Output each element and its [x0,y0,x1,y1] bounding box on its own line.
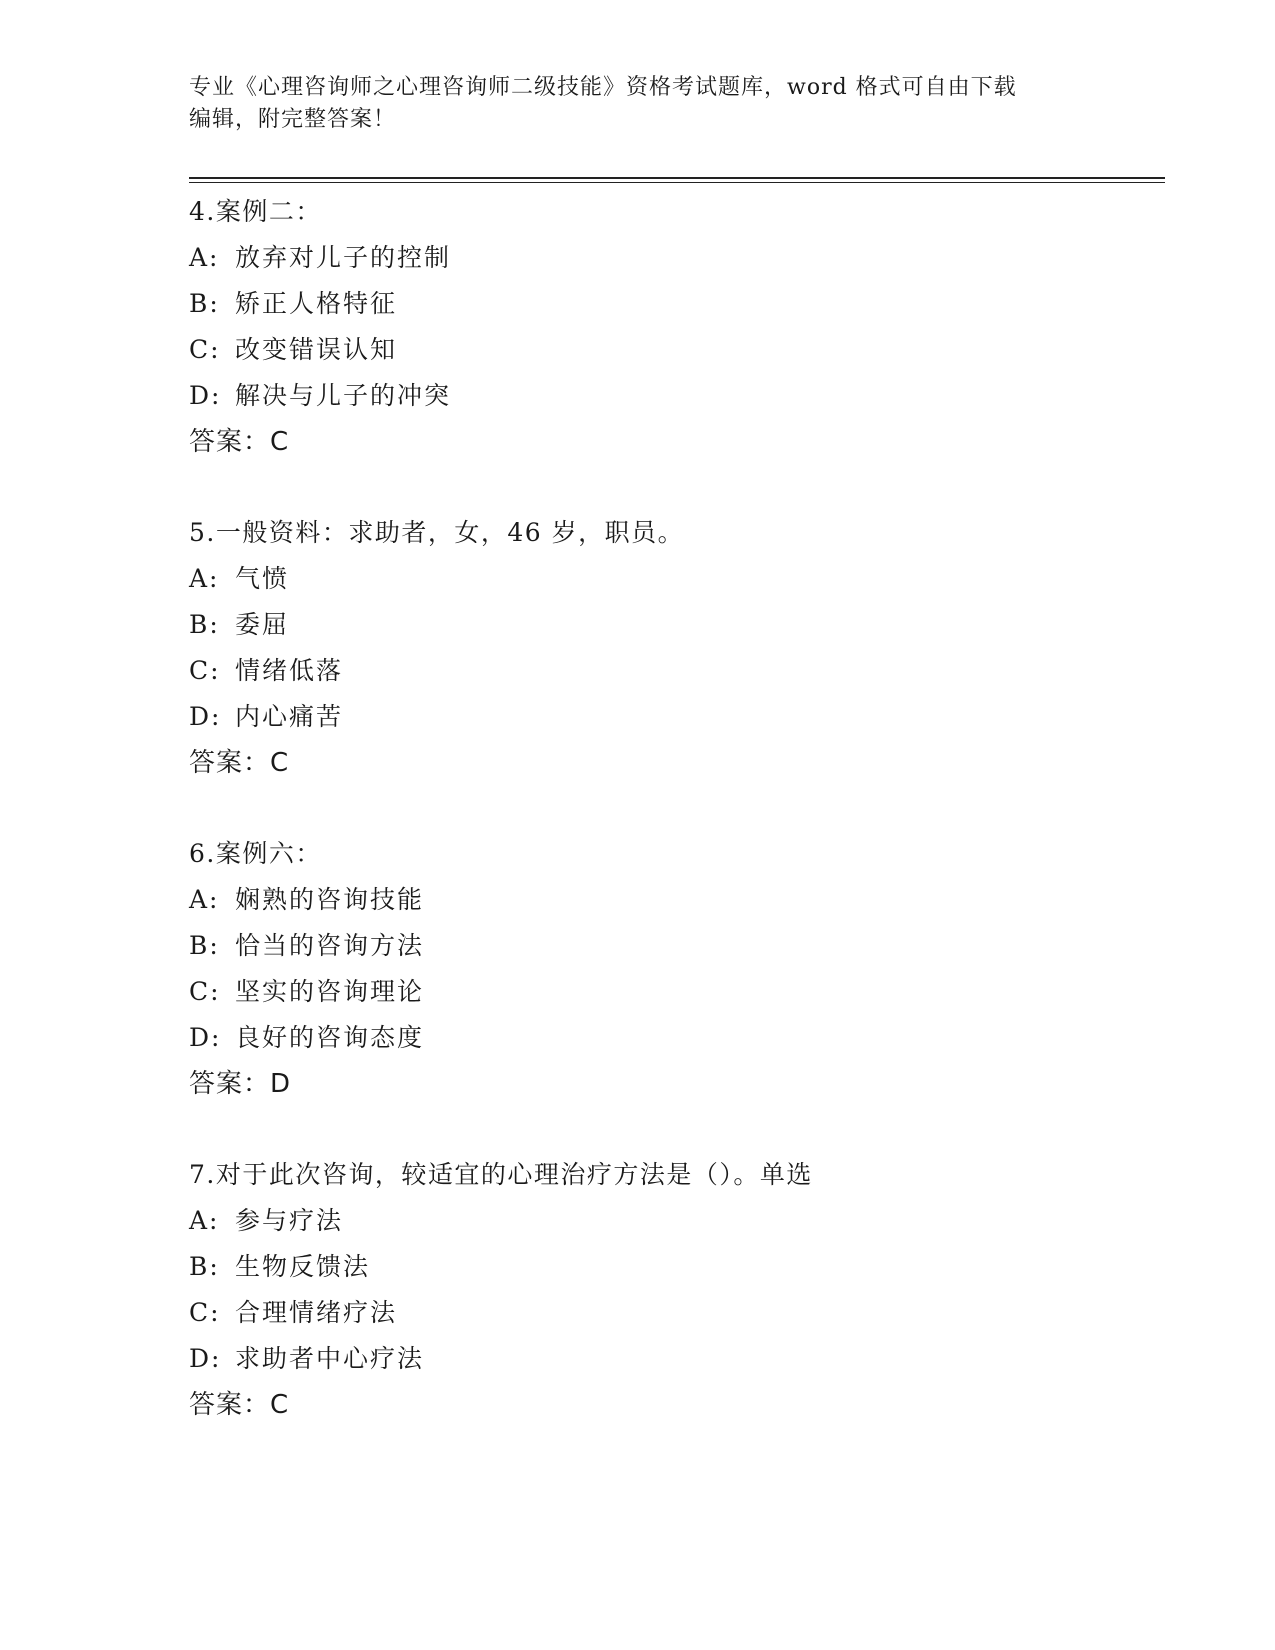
question-item [189,510,1165,786]
option-letter: C: [189,656,221,685]
option-b [189,602,1165,648]
option-letter: B: [189,289,220,318]
option-text: 合理情绪疗法 [235,1298,398,1327]
header-line-1: 专业《心理咨询师之心理咨询师二级技能》资格考试题库，word 格式可自由下载 [189,75,1017,100]
answer-line: 答案：C [189,1390,290,1420]
option-letter: A: [189,243,220,272]
question-item [189,189,1165,465]
question-title: 6.案例六： [189,839,322,868]
option-text: 参与疗法 [235,1206,344,1235]
option-a [189,556,1165,602]
option-letter: A: [189,885,220,914]
option-text: 良好的咨询态度 [235,1023,425,1052]
option-d [189,694,1165,740]
option-a [189,1198,1165,1244]
option-b [189,923,1165,969]
option-letter: B: [189,610,220,639]
option-text: 矫正人格特征 [235,289,398,318]
option-text: 情绪低落 [235,656,344,685]
option-text: 恰当的咨询方法 [235,931,425,960]
option-letter: D: [189,702,222,731]
option-c [189,969,1165,1015]
option-c [189,1290,1165,1336]
option-letter: C: [189,335,221,364]
option-letter: B: [189,1252,220,1281]
option-b [189,281,1165,327]
option-text: 坚实的咨询理论 [235,977,425,1006]
question-item [189,831,1165,1107]
question-title: 4.案例二： [189,197,322,226]
option-a [189,877,1165,923]
question-item [189,1152,1165,1428]
question-title: 7.对于此次咨询，较适宜的心理治疗方法是（）。单选 [189,1160,813,1189]
option-text: 解决与儿子的冲突 [235,381,452,410]
option-text: 内心痛苦 [235,702,344,731]
option-letter: B: [189,931,220,960]
option-text: 娴熟的咨询技能 [235,885,425,914]
option-c [189,327,1165,373]
option-letter: A: [189,564,220,593]
option-b [189,1244,1165,1290]
option-text: 求助者中心疗法 [235,1344,425,1373]
header-divider-thin [189,182,1165,183]
option-letter: C: [189,977,221,1006]
answer-line: 答案：C [189,427,290,457]
answer-line: 答案：D [189,1069,292,1099]
document-header [189,72,1089,136]
option-c [189,648,1165,694]
option-letter: A: [189,1206,220,1235]
option-d [189,373,1165,419]
option-letter: D: [189,1344,222,1373]
option-a [189,235,1165,281]
option-text: 委屈 [235,610,290,639]
answer-line: 答案：C [189,748,290,778]
option-text: 改变错误认知 [235,335,398,364]
question-list [189,189,1165,1473]
header-line-2: 编辑，附完整答案！ [189,107,397,132]
option-letter: D: [189,1023,222,1052]
header-divider-thick [189,177,1165,179]
option-letter: D: [189,381,222,410]
option-d [189,1015,1165,1061]
option-text: 放弃对儿子的控制 [235,243,452,272]
option-d [189,1336,1165,1382]
option-letter: C: [189,1298,221,1327]
option-text: 生物反馈法 [235,1252,371,1281]
question-title: 5.一般资料：求助者，女，46 岁，职员。 [189,518,685,547]
option-text: 气愤 [235,564,290,593]
